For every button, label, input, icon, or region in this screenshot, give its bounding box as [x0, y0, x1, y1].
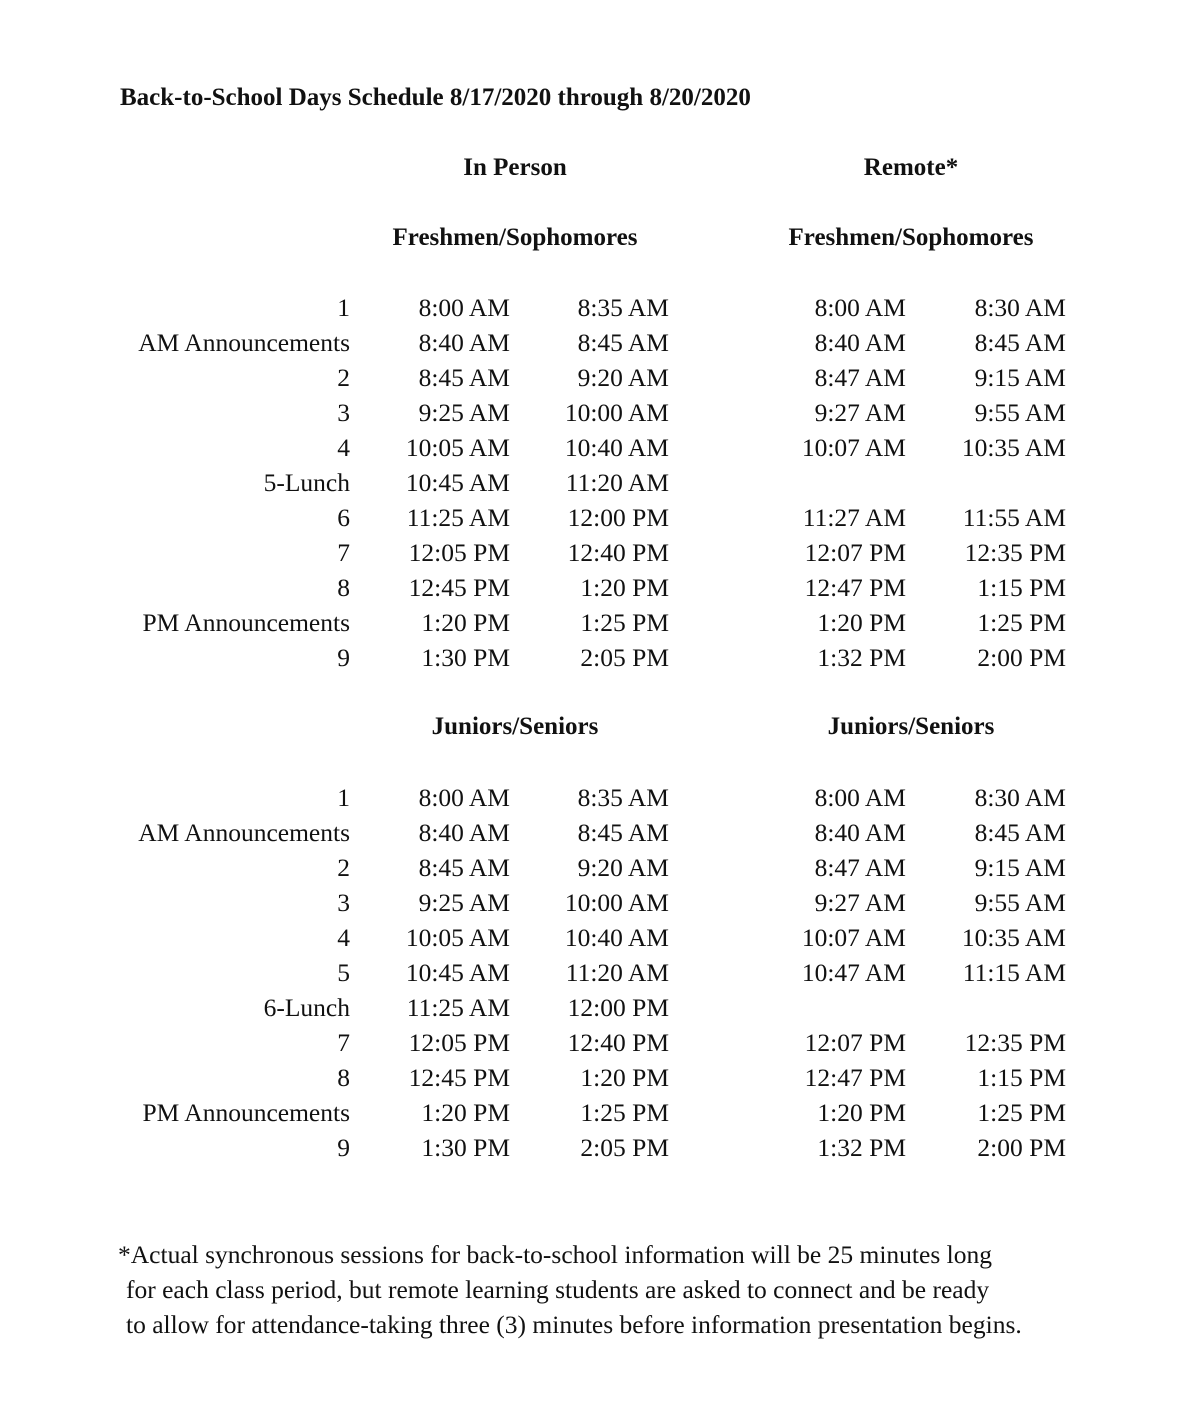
remote-start-time: 8:00 AM	[814, 293, 906, 322]
in-person-end-time: 10:40 AM	[564, 433, 669, 462]
in-person-start-time: 8:00 AM	[418, 293, 510, 322]
remote-start-time: 8:40 AM	[814, 818, 906, 847]
period-label: 9	[337, 643, 350, 672]
in-person-end-time: 9:20 AM	[577, 853, 669, 882]
schedule-row	[0, 328, 1200, 363]
in-person-start-time: 10:45 AM	[405, 468, 510, 497]
in-person-start-time: 8:45 AM	[418, 853, 510, 882]
remote-end-time: 9:15 AM	[974, 853, 1066, 882]
remote-end-time: 10:35 AM	[961, 923, 1066, 952]
remote-end-time: 8:45 AM	[974, 328, 1066, 357]
in-person-start-time: 10:05 AM	[405, 923, 510, 952]
period-label: 8	[337, 1063, 350, 1092]
in-person-end-time: 1:20 PM	[580, 1063, 669, 1092]
schedule-row	[0, 923, 1200, 958]
in-person-end-time: 11:20 AM	[565, 958, 669, 987]
schedule-row	[0, 783, 1200, 818]
remote-start-time: 10:07 AM	[801, 923, 906, 952]
in-person-end-time: 11:20 AM	[565, 468, 669, 497]
section-1-remote-heading: Freshmen/Sophomores	[788, 224, 1034, 251]
remote-start-time: 8:00 AM	[814, 783, 906, 812]
remote-end-time: 11:55 AM	[962, 503, 1066, 532]
period-label: 2	[337, 363, 350, 392]
remote-end-time: 9:15 AM	[974, 363, 1066, 392]
schedule-row	[0, 1028, 1200, 1063]
in-person-end-time: 2:05 PM	[580, 1133, 669, 1162]
in-person-start-time: 8:45 AM	[418, 363, 510, 392]
period-label: 3	[337, 398, 350, 427]
schedule-row	[0, 818, 1200, 853]
schedule-row	[0, 293, 1200, 328]
period-label: 5-Lunch	[263, 468, 350, 497]
period-label: 7	[337, 1028, 350, 1057]
in-person-start-time: 12:45 PM	[408, 1063, 510, 1092]
period-label: 3	[337, 888, 350, 917]
in-person-end-time: 8:35 AM	[577, 293, 669, 322]
remote-end-time: 2:00 PM	[977, 1133, 1066, 1162]
remote-end-time: 1:15 PM	[977, 1063, 1066, 1092]
schedule-row	[0, 398, 1200, 433]
period-label: 9	[337, 1133, 350, 1162]
period-label: 1	[337, 293, 350, 322]
in-person-start-time: 12:45 PM	[408, 573, 510, 602]
remote-start-time: 10:47 AM	[801, 958, 906, 987]
in-person-start-time: 8:40 AM	[418, 818, 510, 847]
schedule-row	[0, 1063, 1200, 1098]
in-person-start-time: 10:05 AM	[405, 433, 510, 462]
in-person-heading: In Person	[463, 154, 567, 181]
in-person-end-time: 1:25 PM	[580, 608, 669, 637]
section-2-remote-heading: Juniors/Seniors	[827, 713, 995, 740]
in-person-end-time: 8:45 AM	[577, 328, 669, 357]
remote-end-time: 12:35 PM	[964, 538, 1066, 567]
in-person-end-time: 1:25 PM	[580, 1098, 669, 1127]
remote-start-time: 1:32 PM	[817, 643, 906, 672]
remote-end-time: 8:30 AM	[974, 783, 1066, 812]
in-person-end-time: 1:20 PM	[580, 573, 669, 602]
in-person-end-time: 12:40 PM	[567, 1028, 669, 1057]
remote-end-time: 8:30 AM	[974, 293, 1066, 322]
remote-end-time: 10:35 AM	[961, 433, 1066, 462]
in-person-start-time: 9:25 AM	[418, 888, 510, 917]
schedule-row	[0, 993, 1200, 1028]
period-label: 4	[337, 433, 350, 462]
in-person-start-time: 10:45 AM	[405, 958, 510, 987]
schedule-row	[0, 1133, 1200, 1168]
period-label: 6-Lunch	[263, 993, 350, 1022]
remote-start-time: 12:47 PM	[804, 573, 906, 602]
remote-end-time: 8:45 AM	[974, 818, 1066, 847]
remote-end-time: 9:55 AM	[974, 888, 1066, 917]
remote-end-time: 1:25 PM	[977, 608, 1066, 637]
in-person-end-time: 12:40 PM	[567, 538, 669, 567]
in-person-end-time: 10:00 AM	[564, 888, 669, 917]
in-person-start-time: 11:25 AM	[406, 503, 510, 532]
period-label: 4	[337, 923, 350, 952]
remote-start-time: 12:07 PM	[804, 538, 906, 567]
in-person-end-time: 10:40 AM	[564, 923, 669, 952]
in-person-end-time: 8:45 AM	[577, 818, 669, 847]
remote-heading: Remote*	[863, 154, 959, 181]
schedule-row	[0, 958, 1200, 993]
remote-start-time: 8:47 AM	[814, 853, 906, 882]
schedule-row	[0, 363, 1200, 398]
in-person-end-time: 9:20 AM	[577, 363, 669, 392]
section-2-in-person-heading: Juniors/Seniors	[431, 713, 599, 740]
period-label: 5	[337, 958, 350, 987]
remote-start-time: 9:27 AM	[814, 888, 906, 917]
remote-end-time: 1:15 PM	[977, 573, 1066, 602]
period-label: 1	[337, 783, 350, 812]
schedule-row	[0, 888, 1200, 923]
in-person-start-time: 9:25 AM	[418, 398, 510, 427]
period-label: 2	[337, 853, 350, 882]
remote-end-time: 12:35 PM	[964, 1028, 1066, 1057]
remote-start-time: 1:32 PM	[817, 1133, 906, 1162]
in-person-start-time: 11:25 AM	[406, 993, 510, 1022]
remote-start-time: 8:40 AM	[814, 328, 906, 357]
remote-start-time: 12:07 PM	[804, 1028, 906, 1057]
remote-start-time: 9:27 AM	[814, 398, 906, 427]
schedule-row	[0, 853, 1200, 888]
in-person-end-time: 10:00 AM	[564, 398, 669, 427]
in-person-start-time: 1:20 PM	[421, 608, 510, 637]
period-label: PM Announcements	[142, 1098, 350, 1127]
section-1-in-person-heading: Freshmen/Sophomores	[392, 224, 638, 251]
schedule-row	[0, 468, 1200, 503]
period-label: AM Announcements	[138, 818, 350, 847]
footnote-line: for each class period, but remote learning students are asked to connect and be ready	[126, 1275, 990, 1304]
in-person-start-time: 1:30 PM	[421, 1133, 510, 1162]
period-label: AM Announcements	[138, 328, 350, 357]
remote-start-time: 1:20 PM	[817, 608, 906, 637]
schedule-row	[0, 643, 1200, 678]
schedule-row	[0, 573, 1200, 608]
in-person-start-time: 12:05 PM	[408, 1028, 510, 1057]
schedule-row	[0, 538, 1200, 573]
remote-end-time: 1:25 PM	[977, 1098, 1066, 1127]
in-person-end-time: 12:00 PM	[567, 503, 669, 532]
remote-end-time: 11:15 AM	[962, 958, 1066, 987]
footnote	[118, 1237, 1022, 1342]
in-person-end-time: 8:35 AM	[577, 783, 669, 812]
remote-end-time: 2:00 PM	[977, 643, 1066, 672]
in-person-start-time: 8:40 AM	[418, 328, 510, 357]
footnote-line: *Actual synchronous sessions for back-to-school information will be 25 minutes long	[118, 1240, 992, 1269]
remote-start-time: 12:47 PM	[804, 1063, 906, 1092]
remote-start-time: 11:27 AM	[802, 503, 906, 532]
schedule-row	[0, 1098, 1200, 1133]
page-title: Back-to-School Days Schedule 8/17/2020 through 8/20/2020	[120, 84, 751, 111]
remote-start-time: 8:47 AM	[814, 363, 906, 392]
schedule-row	[0, 608, 1200, 643]
remote-end-time: 9:55 AM	[974, 398, 1066, 427]
remote-start-time: 10:07 AM	[801, 433, 906, 462]
footnote-line: to allow for attendance-taking three (3) minutes before information presentation begins.	[126, 1310, 1022, 1339]
remote-start-time: 1:20 PM	[817, 1098, 906, 1127]
schedule-row	[0, 433, 1200, 468]
period-label: 8	[337, 573, 350, 602]
in-person-start-time: 1:20 PM	[421, 1098, 510, 1127]
in-person-start-time: 8:00 AM	[418, 783, 510, 812]
in-person-start-time: 1:30 PM	[421, 643, 510, 672]
period-label: 7	[337, 538, 350, 567]
in-person-end-time: 12:00 PM	[567, 993, 669, 1022]
in-person-start-time: 12:05 PM	[408, 538, 510, 567]
period-label: 6	[337, 503, 350, 532]
in-person-end-time: 2:05 PM	[580, 643, 669, 672]
schedule-row	[0, 503, 1200, 538]
period-label: PM Announcements	[142, 608, 350, 637]
